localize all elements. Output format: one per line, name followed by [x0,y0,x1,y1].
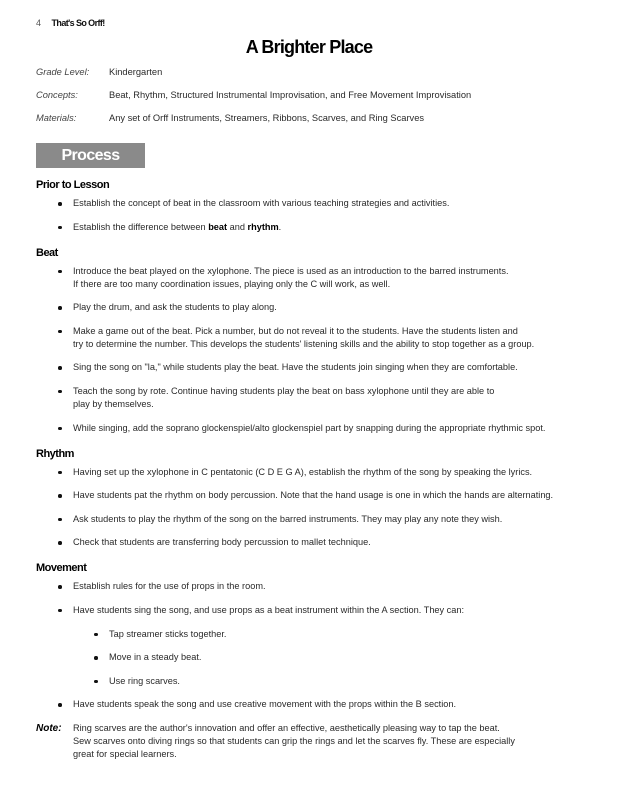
section-rhythm [36,447,596,550]
section-movement [36,561,596,711]
section-heading: Beat [36,246,58,259]
item-text: Tap streamer sticks together. [109,628,227,639]
bullet-list [36,197,596,234]
list-item [36,628,596,641]
item-text: Introduce the beat played on the xylophone. The piece is used as an introduction to the barred instruments. If there are too many coordination issues, playing only the C will work, as well. [73,265,509,289]
item-text: and [227,221,248,232]
list-item [36,580,596,593]
list-item [36,489,596,502]
section-heading: Prior to Lesson [36,179,110,191]
item-text: Sing the song on "la," while students play the beat. Have the students join singing when they are comfortable. [73,362,518,373]
list-item [36,604,596,617]
meta-materials [36,113,424,123]
bullet-list [36,265,596,435]
list-item [36,651,596,664]
item-text: Have students pat the rhythm on body percussion. Note that the hand usage is one in which the hands are alternating. [73,490,554,501]
item-text: While singing, add the soprano glockenspiel/alto glockenspiel part by snapping during the appropriate rhythmic spot. [73,422,546,433]
note-text: Ring scarves are the author's innovation and offer an effective, aesthetically pleasing way to tap the beat. Sew scarves onto diving rings so that students can grip the rings and let the scarves fly. These are especially great for special learners. [73,723,515,760]
list-item [36,675,596,688]
item-text: Ask students to play the rhythm of the song on the barred instruments. They may play any note they wish. [73,513,503,524]
note-label: Note: [36,723,62,735]
section-heading: Rhythm [36,447,74,460]
list-item [36,265,596,291]
item-text: Have students speak the song and use creative movement with the props within the B section. [73,699,457,710]
bullet-list [36,580,596,711]
item-text: . [278,221,282,232]
meta-value: Beat, Rhythm, Structured Instrumental Improvisation, and Free Movement Improvisation [109,90,472,100]
meta-value: Any set of Orff Instruments, Streamers, Ribbons, Scarves, and Ring Scarves [109,113,425,123]
process-banner: Process [36,143,145,168]
meta-label: Materials: [36,113,77,123]
section-heading: Movement [36,562,87,575]
list-item [36,422,596,435]
running-header [36,18,105,28]
item-text: Establish rules for the use of props in the room. [73,581,266,592]
list-item [36,513,596,526]
list-item [36,385,596,411]
item-text: Play the drum, and ask the students to play along. [73,302,277,313]
process-content [36,178,596,761]
section-beat [36,246,596,435]
list-item [36,197,596,210]
list-item [36,698,596,711]
item-text: Move in a steady beat. [109,652,202,663]
list-item [36,466,596,479]
note-block [36,722,596,761]
book-title: That's So Orff! [51,18,105,28]
meta-concepts [36,90,471,100]
list-item [36,325,596,351]
item-text: Check that students are transferring body percussion to mallet technique. [73,537,371,548]
list-item [36,361,596,374]
section-prior-to-lesson [36,178,596,234]
list-item [36,301,596,314]
item-text: Having set up the xylophone in C pentatonic (C D E G A), establish the rhythm of the song by speaking the lyrics. [73,466,533,477]
bullet-list [36,466,596,550]
meta-label: Grade Level: [36,67,90,77]
meta-value: Kindergarten [109,67,163,77]
item-bold-term: beat [208,221,228,232]
item-bold-term: rhythm [247,221,279,232]
item-text: Have students sing the song, and use props as a beat instrument within the A section. They can: [73,604,465,615]
page-number: 4 [36,18,42,28]
item-text: Establish the concept of beat in the classroom with various teaching strategies and activities. [73,198,450,208]
page-title: A Brighter Place [245,37,373,57]
item-text: Make a game out of the beat. Pick a number, but do not reveal it to the students. Have the students listen and try to determine the number. This develops the students' listening skills and the ability to stop together as a group. [73,325,535,349]
item-text: Teach the song by rote. Continue having students play the beat on bass xylophone until they are able to play by themselves. [73,385,495,409]
list-item [36,536,596,549]
meta-label: Concepts: [36,90,78,100]
list-item [36,221,596,234]
meta-grade-level [36,67,162,77]
item-text: Use ring scarves. [109,675,180,686]
item-text: Establish the difference between [73,221,209,232]
